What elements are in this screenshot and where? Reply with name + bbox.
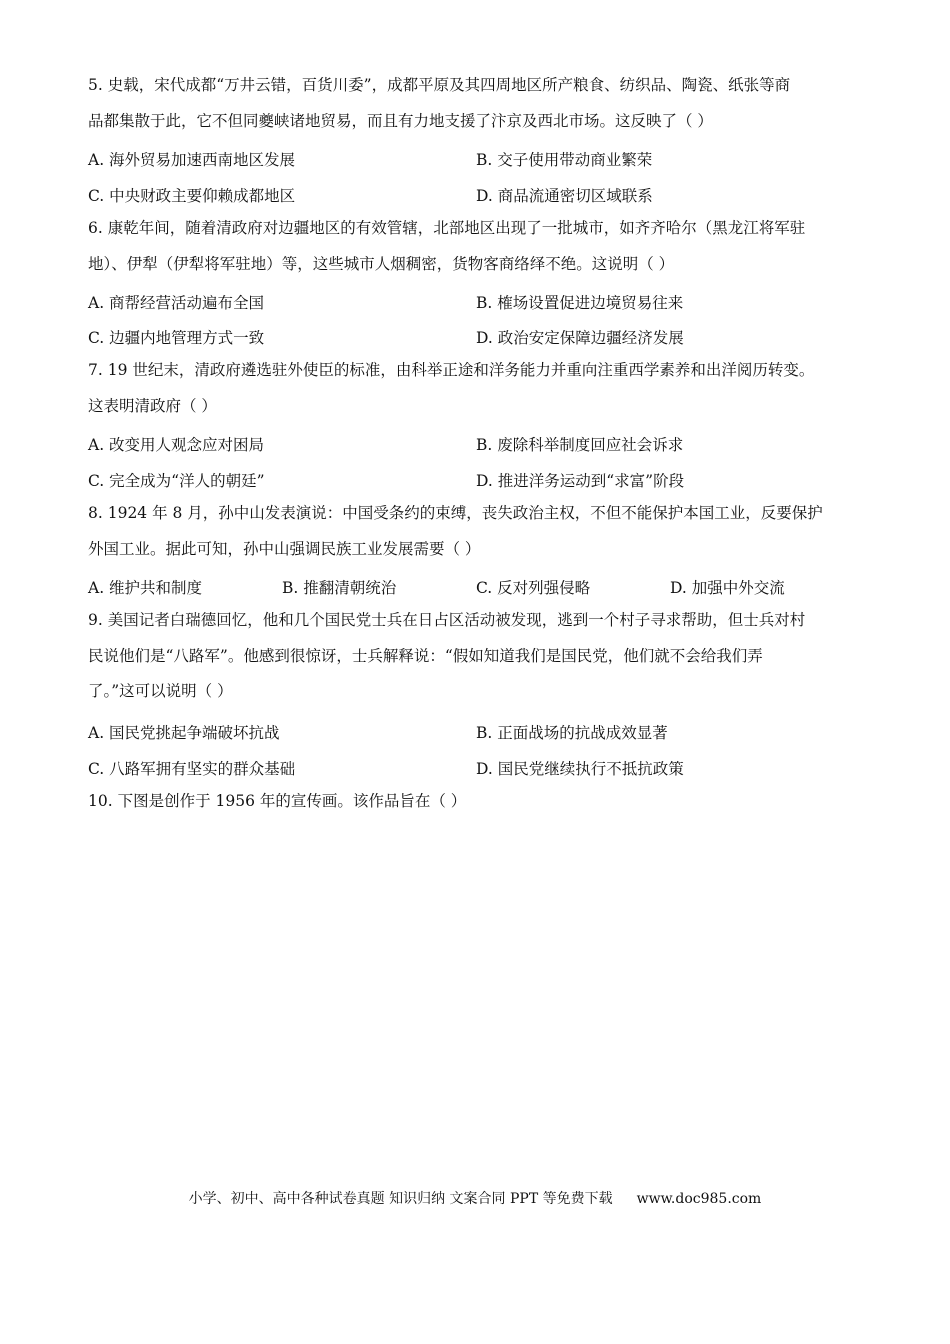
question-9-option-b: B. 正面战场的抗战成效显著 [476,724,668,742]
question-8-option-c: C. 反对列强侵略 [476,579,591,597]
question-8-option-a: A. 维护共和制度 [88,579,203,597]
question-6 [88,211,868,282]
question-5 [88,68,868,139]
question-6-stem-line-1: 6. 康乾年间，随着清政府对边疆地区的有效管辖，北部地区出现了一批城市，如齐齐哈尔（黑龙江将军驻 [88,219,806,237]
question-7-option-a: A. 改变用人观念应对困局 [88,436,265,454]
question-10-stem-line-1: 10. 下图是创作于 1956 年的宣传画。该作品旨在（ ） [88,792,467,810]
question-6-option-c: C. 边疆内地管理方式一致 [88,329,265,347]
question-7-option-b: B. 废除科举制度回应社会诉求 [476,436,684,454]
question-5-option-b: B. 交子使用带动商业繁荣 [476,151,653,169]
question-8-option-b: B. 推翻清朝统治 [282,579,397,597]
question-5-option-c: C. 中央财政主要仰赖成都地区 [88,187,296,205]
question-8-stem-line-2: 外国工业。据此可知，孙中山强调民族工业发展需要（ ） [88,539,481,558]
question-5-option-d: D. 商品流通密切区域联系 [476,187,653,205]
question-9-option-a: A. 国民党挑起争端破坏抗战 [88,724,280,742]
question-5-stem-line-1: 5. 史载，宋代成都“万井云错，百货川委”，成都平原及其四周地区所产粮食、纺织品、陶瓷、纸张等商 [88,76,791,94]
question-6-option-d: D. 政治安定保障边疆经济发展 [476,329,684,347]
question-6-option-a: A. 商帮经营活动遍布全国 [88,294,265,312]
question-9-stem-line-1: 9. 美国记者白瑞德回忆，他和几个国民党士兵在日占区活动被发现，逃到一个村子寻求帮助，但士兵对村 [88,611,806,629]
question-7-stem-line-2: 这表明清政府（ ） [88,396,217,415]
question-8 [88,496,868,567]
question-8-stem-line-1: 8. 1924 年 8 月，孙中山发表演说：中国受条约的束缚，丧失政治主权，不但不能保护本国工业，反要保护 [88,504,823,522]
question-7-stem-line-1: 7. 19 世纪末，清政府遴选驻外使臣的标准，由科举正途和洋务能力并重向注重西学素养和出洋阅历转变。 [88,361,815,379]
question-5-stem-line-2: 品都集散于此，它不但同夔峡诸地贸易，而且有力地支援了汴京及西北市场。这反映了（ ） [88,111,713,130]
question-7-option-c: C. 完全成为“洋人的朝廷” [88,472,265,490]
footer-url[interactable]: www.doc985.com [636,1191,762,1207]
question-7-option-d: D. 推进洋务运动到“求富”阶段 [476,472,685,490]
page-footer [0,1188,950,1208]
question-8-option-d: D. 加强中外交流 [670,579,785,597]
footer-text: 小学、初中、高中各种试卷真题 知识归纳 文案合同 PPT 等免费下载 [188,1191,613,1207]
question-9-option-d: D. 国民党继续执行不抵抗政策 [476,760,684,778]
question-9 [88,603,868,710]
question-5-option-a: A. 海外贸易加速西南地区发展 [88,151,296,169]
question-9-option-c: C. 八路军拥有坚实的群众基础 [88,760,296,778]
question-10 [88,784,868,820]
question-7 [88,353,868,424]
question-6-option-b: B. 榷场设置促进边境贸易往来 [476,294,684,312]
question-6-stem-line-2: 地）、伊犁（伊犁将军驻地）等，这些城市人烟稠密，货物客商络绎不绝。这说明（ ） [88,254,675,273]
question-9-stem-line-2: 民说他们是“八路军”。他感到很惊讶，士兵解释说：“假如知道我们是国民党，他们就不会给我们弄 [88,646,763,665]
question-9-stem-line-3: 了。”这可以说明（ ） [88,682,233,700]
